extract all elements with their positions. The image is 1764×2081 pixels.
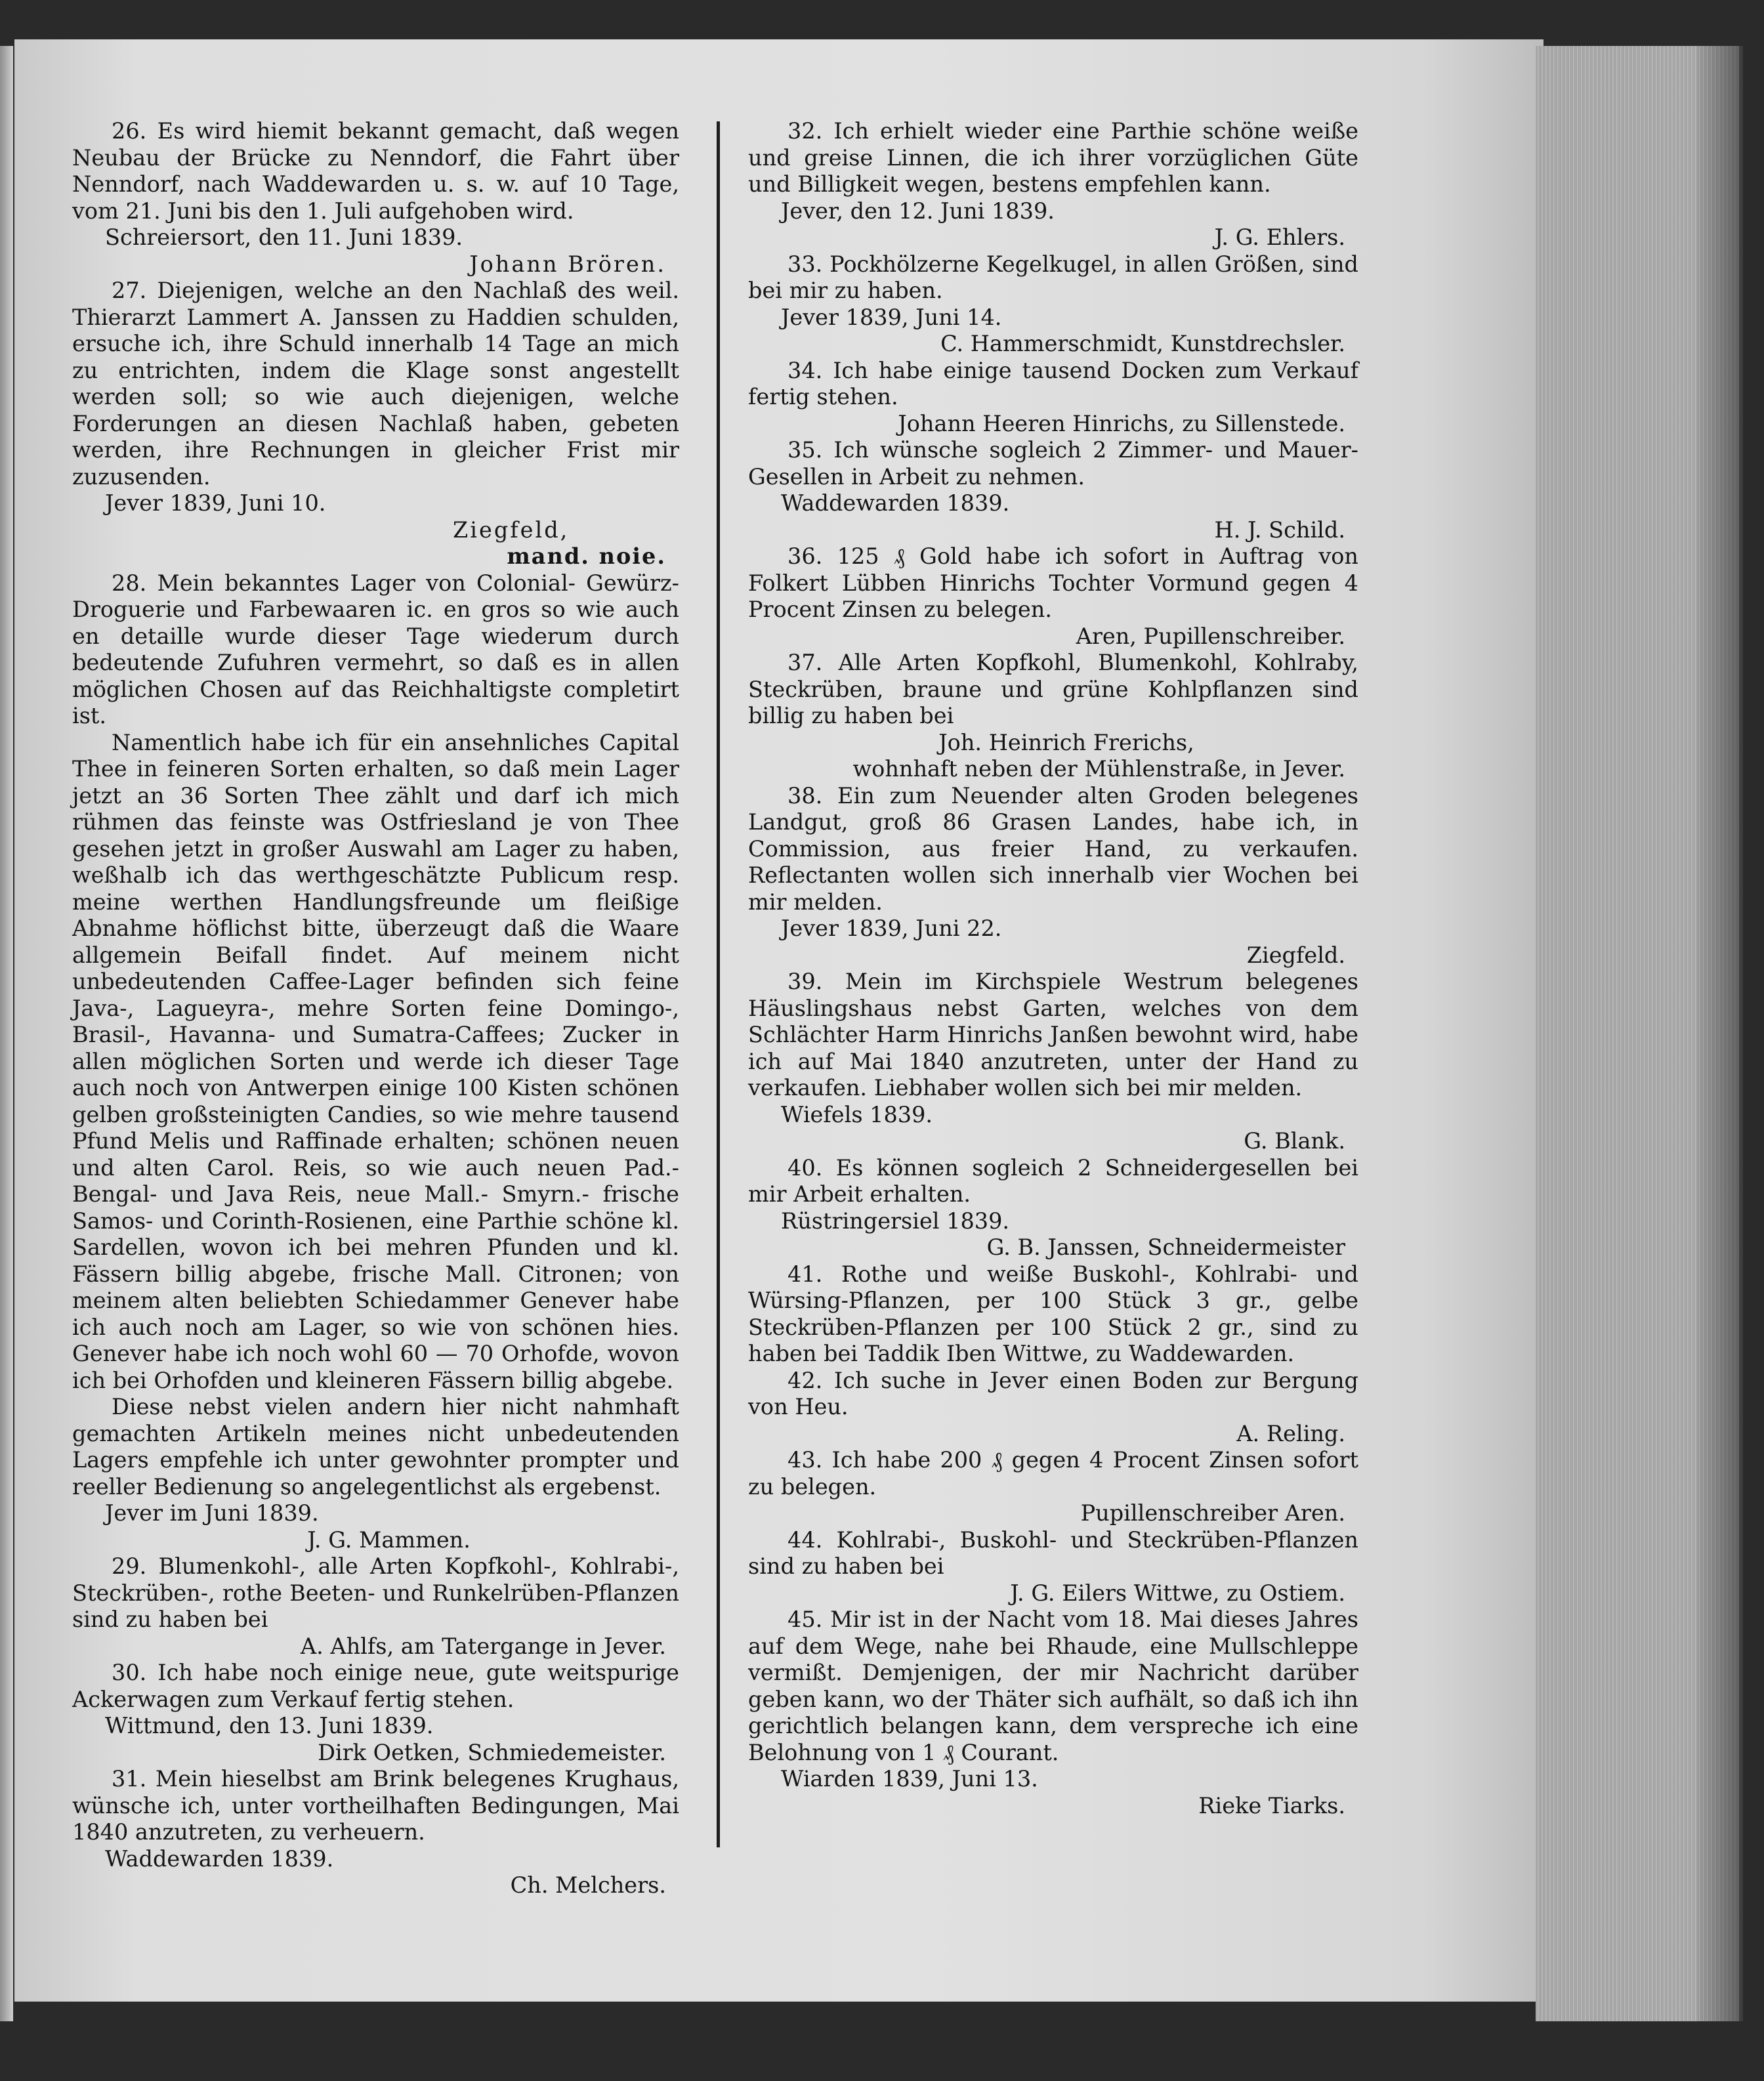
ad-signer: J. G. Eilers Wittwe, zu Ostiem. — [1010, 1580, 1345, 1606]
book-page-edges — [1536, 46, 1743, 2021]
ad-33 — [748, 251, 1358, 358]
ad-text: 27. Diejenigen, welche an den Nachlaß des weil. Thierarzt Lammert A. Janssen zu Haddien schulden, ersuche ich, ihre Schuld innerhalb 14 Tage an mich zu entrichten, indem die Klage sonst angestellt werden soll; so wie auch diejenigen, welche Forderungen an diesen Nachlaß haben, gebeten werden, ihre Rechnungen in gleicher Frist mir zuzusenden. — [72, 278, 679, 490]
ad-text-closing: Diese nebst vielen andern hier nicht nahmhaft gemachten Artikeln meines nicht unbedeutenden Lagers empfehle ich unter gewohnter prompter und reeller Bedienung so angelegentlichst als ergebenst. — [72, 1394, 679, 1500]
ad-text: 28. Mein bekanntes Lager von Colonial- Gewürz- Droguerie und Farbewaaren ic. en gros so wie auch en detaille wurde dieser Tage wiederum durch bedeutende Zufuhren vermehrt, so daß es in allen möglichen Chosen auf das Reichhaltigste completirt ist. — [72, 570, 679, 728]
ad-28 — [72, 570, 679, 1554]
ad-29 — [72, 1553, 679, 1660]
ad-place-date: Wiefels 1839. — [781, 1101, 933, 1127]
ad-text: 29. Blumenkohl-, alle Arten Kopfkohl-, Kohlrabi-, Steckrüben-, rothe Beeten- und Runkelrüben-Pflanzen sind zu haben bei — [72, 1553, 679, 1632]
column-divider — [717, 121, 720, 1847]
ad-text: 30. Ich habe noch einige neue, gute weitspurige Ackerwagen zum Verkauf fertig stehen. — [72, 1660, 679, 1712]
ad-text: 34. Ich habe einige tausend Docken zum Verkauf fertig stehen. — [748, 357, 1358, 410]
ad-41 — [748, 1261, 1358, 1368]
ad-signer: Johann Heeren Hinrichs, zu Sillenstede. — [898, 410, 1345, 436]
ad-44 — [748, 1527, 1358, 1607]
facing-page-edge — [0, 46, 13, 2021]
ad-signer: A. Reling. — [1236, 1420, 1345, 1446]
ad-place-date: Wiarden 1839, Juni 13. — [781, 1766, 1038, 1792]
ad-signer: Ziegfeld. — [1246, 942, 1345, 968]
ad-signer: Aren, Pupillenschreiber. — [1076, 623, 1345, 649]
ad-30 — [72, 1660, 679, 1766]
ad-place-date: Jever 1839, Juni 10. — [105, 490, 326, 516]
ad-37 — [748, 650, 1358, 783]
ad-text: 43. Ich habe 200 ₰ gegen 4 Procent Zinsen sofort zu belegen. — [748, 1447, 1358, 1500]
ad-place-date: Jever im Juni 1839. — [105, 1500, 319, 1526]
ad-42 — [748, 1368, 1358, 1448]
ad-signer: J. G. Ehlers. — [1214, 224, 1345, 250]
ad-35 — [748, 437, 1358, 543]
ad-43 — [748, 1447, 1358, 1527]
ad-signer-role: mand. noie. — [507, 543, 666, 569]
ad-text: 32. Ich erhielt wieder eine Parthie schöne weiße und greise Linnen, die ich ihrer vorzüglichen Güte und Billigkeit wegen, bestens empfehlen kann. — [748, 118, 1358, 197]
ad-place-date: Waddewarden 1839. — [781, 490, 1010, 516]
ad-place-date: Jever 1839, Juni 22. — [781, 915, 1002, 941]
ad-signer: Johann Brören. — [469, 251, 666, 277]
ad-32 — [748, 118, 1358, 251]
ad-place-date: Wittmund, den 13. Juni 1839. — [105, 1713, 434, 1738]
ad-text: 35. Ich wünsche sogleich 2 Zimmer- und Mauer-Gesellen in Arbeit zu nehmen. — [748, 437, 1358, 490]
ad-place-date: Schreiersort, den 11. Juni 1839. — [105, 224, 463, 250]
ad-text: 37. Alle Arten Kopfkohl, Blumenkohl, Kohlraby, Steckrüben, braune und grüne Kohlpflanzen sind billig zu haben bei — [748, 650, 1358, 728]
ad-text: 33. Pockhölzerne Kegelkugel, in allen Größen, sind bei mir zu haben. — [748, 251, 1358, 303]
ad-text-continued: Namentlich habe ich für ein ansehnliches Capital Thee in feineren Sorten erhalten, so daß mein Lager jetzt an 36 Sorten Thee zählt und darf ich mich rühmen das feinste was Ostfriesland je von Thee gesehen jetzt in großer Auswahl am Lager zu haben, weßhalb ich das werthgeschätzte Publicum resp. meine werthen Handlungsfreunde um fleißige Abnahme höflichst bitte, überzeugt daß die Waare allgemein Beifall findet. Auf meinem nicht unbedeutenden Caffee-Lager befinden sich feine Java-, Lagueyra-, mehre Sorten feine Domingo-, Brasil-, Havanna- und Sumatra-Caffees; Zucker in allen möglichen Sorten und werde ich dieser Tage auch noch von Antwerpen einige 100 Kisten schönen gelben großsteinigten Candies, so wie mehre tausend Pfund Melis und Raffinade erhalten; schönen neuen und alten Carol. Reis, so wie auch neuen Pad.- Bengal- und Java Reis, neue Mall.- Smyrn.- frische Samos- und Corinth-Rosienen, eine Parthie schöne kl. Sardellen, wovon ich bei mehren Pfunden und kl. Fässern billig abgebe, frische Mall. Citronen; von meinem alten beliebten Schiedammer Genever habe ich auch noch am Lager, so wie von schönen hies. Genever habe ich noch wohl 60 — 70 Orhofde, wovon ich bei Orhofden und kleineren Fässern billig abgebe. — [72, 729, 679, 1393]
right-column — [748, 118, 1358, 1819]
ad-signer: G. Blank. — [1244, 1128, 1345, 1154]
ad-signer: A. Ahlfs, am Tatergange in Jever. — [300, 1633, 666, 1659]
ad-26 — [72, 118, 679, 278]
ad-place-date: Rüstringersiel 1839. — [781, 1208, 1010, 1234]
ad-place-date: Waddewarden 1839. — [105, 1845, 334, 1872]
ad-signer: Ziegfeld, — [453, 516, 570, 543]
ad-signer: H. J. Schild. — [1214, 516, 1345, 543]
ad-text: 36. 125 ₰ Gold habe ich sofort in Auftrag von Folkert Lübben Hinrichs Tochter Vormund gegen 4 Procent Zinsen zu belegen. — [748, 543, 1358, 622]
ad-signer: Dirk Oetken, Schmiedemeister. — [318, 1739, 666, 1765]
ad-text: 41. Rothe und weiße Buskohl-, Kohlrabi- und Würsing-Pflanzen, per 100 Stück 3 gr., gelbe Steckrüben-Pflanzen per 100 Stück 2 gr., sind zu haben bei Taddik Iben Wittwe, zu Waddewarden. — [748, 1261, 1358, 1366]
ad-text: 42. Ich suche in Jever einen Boden zur Bergung von Heu. — [748, 1367, 1358, 1419]
ad-text: 40. Es können sogleich 2 Schneidergesellen bei mir Arbeit erhalten. — [748, 1154, 1358, 1207]
ad-45 — [748, 1607, 1358, 1819]
ad-text: 39. Mein im Kirchspiele Westrum belegenes Häuslingshaus nebst Garten, welches von dem Schlächter Harm Hinrichs Janßen bewohnt wird, habe ich auf Mai 1840 anzutreten, unter der Hand zu verkaufen. Liebhaber wollen sich bei mir melden. — [748, 969, 1358, 1101]
ad-27 — [72, 278, 679, 570]
ad-place-date: Jever, den 12. Juni 1839. — [781, 198, 1055, 224]
ad-signer-address: wohnhaft neben der Mühlenstraße, in Jever. — [852, 756, 1345, 782]
ad-39 — [748, 969, 1358, 1155]
ad-40 — [748, 1155, 1358, 1261]
ad-31 — [72, 1766, 679, 1899]
left-column — [72, 118, 679, 1899]
ad-signer: Rieke Tiarks. — [1198, 1792, 1345, 1818]
ad-text: 38. Ein zum Neuender alten Groden belegenes Landgut, groß 86 Grasen Landes, habe ich, in Commission, aus freier Hand, zu verkaufen. Reflectanten wollen sich innerhalb vier Wochen bei mir melden. — [748, 782, 1358, 915]
ad-text: 31. Mein hieselbst am Brink belegenes Krughaus, wünsche ich, unter vortheilhaften Bedingungen, Mai 1840 anzutreten, zu verheuern. — [72, 1766, 679, 1845]
ad-signer: G. B. Janssen, Schneidermeister — [986, 1234, 1345, 1260]
ad-text: 45. Mir ist in der Nacht vom 18. Mai dieses Jahres auf dem Wege, nahe bei Rhaude, eine Mullschleppe vermißt. Demjenigen, der mir Nachricht darüber geben kann, wo der Thäter sich aufhält, so daß ich ihn gerichtlich belangen kann, dem verspreche ich eine Belohnung von 1 ₰ Courant. — [748, 1607, 1358, 1765]
ad-signer: Pupillenschreiber Aren. — [1080, 1500, 1345, 1526]
ad-text: 44. Kohlrabi-, Buskohl- und Steckrüben-Pflanzen sind zu haben bei — [748, 1526, 1358, 1579]
ad-signer: Ch. Melchers. — [510, 1872, 666, 1898]
ad-signer: C. Hammerschmidt, Kunstdrechsler. — [940, 331, 1345, 356]
ad-signer: Joh. Heinrich Frerichs, — [938, 729, 1194, 755]
ad-signer: J. G. Mammen. — [307, 1526, 471, 1553]
ad-34 — [748, 358, 1358, 438]
ad-36 — [748, 543, 1358, 650]
ad-38 — [748, 783, 1358, 969]
ad-place-date: Jever 1839, Juni 14. — [781, 304, 1002, 330]
ad-text: 26. Es wird hiemit bekannt gemacht, daß wegen Neubau der Brücke zu Nenndorf, die Fahrt über Nenndorf, nach Waddewarden u. s. w. auf 10 Tage, vom 21. Juni bis den 1. Juli aufgehoben wird. — [72, 118, 679, 224]
